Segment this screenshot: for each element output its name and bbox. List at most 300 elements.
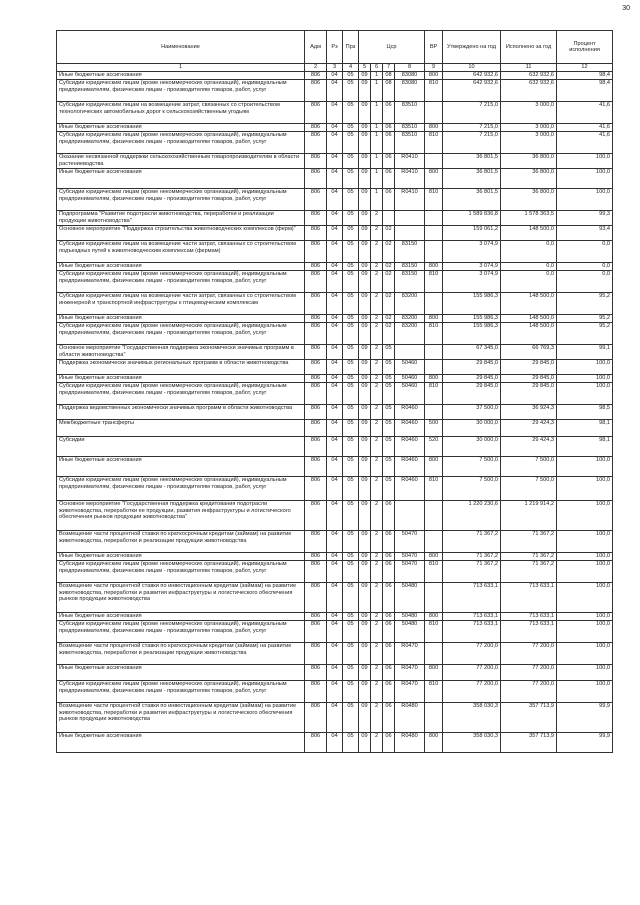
row-vr — [425, 583, 443, 613]
table-row — [57, 613, 613, 621]
row-csr-3: 05 — [383, 360, 395, 375]
row-prz: 05 — [343, 621, 359, 643]
row-executed: 148 500,0 — [501, 226, 557, 241]
row-executed: 77 200,0 — [501, 681, 557, 703]
row-executed: 713 633,1 — [501, 583, 557, 613]
row-vr: 500 — [425, 420, 443, 437]
row-vr — [425, 154, 443, 169]
row-percent: 100,0 — [557, 501, 613, 531]
row-prz: 05 — [343, 241, 359, 263]
row-prz: 05 — [343, 665, 359, 681]
row-csr-1: 09 — [359, 405, 371, 420]
row-name: Субсидии юридическим лицам на возмещение части затрат, связанных со строительством подъездных путей к животноводческим комплексам (фермам) — [57, 241, 305, 263]
row-adm: 806 — [305, 733, 327, 753]
row-csr-3: 08 — [383, 72, 395, 80]
row-approved: 7 500,0 — [443, 477, 501, 501]
row-csr-1: 09 — [359, 383, 371, 405]
row-csr-3: 06 — [383, 665, 395, 681]
row-adm: 806 — [305, 643, 327, 665]
row-prz: 05 — [343, 132, 359, 154]
row-approved: 7 500,0 — [443, 457, 501, 477]
row-approved: 7 215,0 — [443, 102, 501, 124]
row-csr-4: R0470 — [395, 643, 425, 665]
row-executed: 3 000,0 — [501, 132, 557, 154]
row-adm: 806 — [305, 477, 327, 501]
row-rz: 04 — [327, 437, 343, 457]
row-csr-4: 83150 — [395, 263, 425, 271]
row-executed: 632 932,6 — [501, 72, 557, 80]
row-name: Возмещение части процентной ставки по инвестиционным кредитам (займам) на развитие животноводства, переработки и развития инфраструктуры и логистического обеспечения рынков продукции животноводства — [57, 583, 305, 613]
row-csr-1: 09 — [359, 124, 371, 132]
row-csr-1: 09 — [359, 345, 371, 360]
row-prz: 05 — [343, 437, 359, 457]
row-csr-3: 06 — [383, 531, 395, 553]
row-csr-4: 83080 — [395, 72, 425, 80]
row-csr-3: 05 — [383, 375, 395, 383]
row-csr-3: 06 — [383, 501, 395, 531]
table-row — [57, 457, 613, 477]
header-prz: Прз — [343, 31, 359, 64]
col-num: 4 — [343, 64, 359, 72]
row-vr — [425, 345, 443, 360]
row-name: Возмещение части процентной ставки по краткосрочным кредитам (займам) на развитие животноводства, переработки и реализации продукции животноводства — [57, 531, 305, 553]
row-name: Иные бюджетные ассигнования — [57, 315, 305, 323]
row-approved: 77 200,0 — [443, 643, 501, 665]
row-csr-2: 2 — [371, 263, 383, 271]
row-csr-4: 83080 — [395, 80, 425, 102]
row-csr-2: 2 — [371, 345, 383, 360]
row-csr-4: 83510 — [395, 132, 425, 154]
row-csr-1: 09 — [359, 733, 371, 753]
col-num: 2 — [305, 64, 327, 72]
row-prz: 05 — [343, 263, 359, 271]
row-percent: 99,9 — [557, 733, 613, 753]
row-csr-2: 2 — [371, 315, 383, 323]
row-vr — [425, 226, 443, 241]
row-vr — [425, 643, 443, 665]
row-executed: 1 578 363,5 — [501, 211, 557, 226]
row-prz: 05 — [343, 189, 359, 211]
row-name: Субсидии юридическим лицам (кроме некоммерческих организаций), индивидуальным предпринимателям, физическим лицам - производителям товаров, работ, услуг — [57, 383, 305, 405]
row-csr-3: 06 — [383, 583, 395, 613]
row-csr-4: 83200 — [395, 323, 425, 345]
row-name: Субсидии юридическим лицам (кроме некоммерческих организаций), индивидуальным предпринимателям, физическим лицам - производителям товаров, работ, услуг — [57, 477, 305, 501]
row-prz: 05 — [343, 315, 359, 323]
row-vr: 800 — [425, 665, 443, 681]
row-percent: 100,0 — [557, 681, 613, 703]
row-csr-3: 05 — [383, 477, 395, 501]
row-name: Поддержка экономически значимых региональных программ в области животноводства — [57, 360, 305, 375]
row-csr-2: 2 — [371, 703, 383, 733]
row-csr-2: 2 — [371, 621, 383, 643]
row-csr-1: 09 — [359, 681, 371, 703]
row-csr-4: R0460 — [395, 420, 425, 437]
row-approved: 7 215,0 — [443, 124, 501, 132]
row-prz: 05 — [343, 501, 359, 531]
row-csr-3: 05 — [383, 457, 395, 477]
row-csr-3: 06 — [383, 189, 395, 211]
table-row — [57, 360, 613, 375]
row-executed: 0,0 — [501, 263, 557, 271]
row-name: Субсидии юридическим лицам (кроме некоммерческих организаций), индивидуальным предпринимателям, физическим лицам - производителям товаров, работ, услуг — [57, 681, 305, 703]
row-rz: 04 — [327, 383, 343, 405]
row-approved: 36 801,5 — [443, 189, 501, 211]
row-vr: 800 — [425, 315, 443, 323]
row-csr-2: 2 — [371, 477, 383, 501]
row-csr-4: R0470 — [395, 681, 425, 703]
row-percent: 98,4 — [557, 80, 613, 102]
row-prz: 05 — [343, 643, 359, 665]
row-rz: 04 — [327, 271, 343, 293]
row-csr-2: 2 — [371, 665, 383, 681]
col-num: 10 — [443, 64, 501, 72]
row-csr-4: 50460 — [395, 360, 425, 375]
header-row — [57, 31, 613, 64]
row-percent: 100,0 — [557, 189, 613, 211]
row-prz: 05 — [343, 124, 359, 132]
row-name: Иные бюджетные ассигнования — [57, 665, 305, 681]
row-rz: 04 — [327, 241, 343, 263]
row-vr: 810 — [425, 561, 443, 583]
row-csr-1: 09 — [359, 457, 371, 477]
row-csr-4: 50470 — [395, 561, 425, 583]
row-name: Иные бюджетные ассигнования — [57, 375, 305, 383]
row-adm: 806 — [305, 703, 327, 733]
row-csr-2: 2 — [371, 553, 383, 561]
row-csr-3: 02 — [383, 271, 395, 293]
row-csr-2: 2 — [371, 211, 383, 226]
table-row — [57, 703, 613, 733]
row-executed: 29 845,0 — [501, 383, 557, 405]
row-percent: 100,0 — [557, 561, 613, 583]
row-prz: 05 — [343, 531, 359, 553]
row-vr: 800 — [425, 169, 443, 189]
row-prz: 05 — [343, 271, 359, 293]
row-adm: 806 — [305, 169, 327, 189]
row-approved: 3 074,9 — [443, 271, 501, 293]
row-csr-1: 09 — [359, 154, 371, 169]
row-rz: 04 — [327, 643, 343, 665]
row-executed: 66 769,3 — [501, 345, 557, 360]
row-prz: 05 — [343, 733, 359, 753]
row-csr-1: 09 — [359, 323, 371, 345]
row-rz: 04 — [327, 132, 343, 154]
row-name: Основное мероприятие "Поддержка строительства животноводческих комплексов (ферм)" — [57, 226, 305, 241]
col-num: 7 — [383, 64, 395, 72]
row-prz: 05 — [343, 226, 359, 241]
row-csr-2: 1 — [371, 124, 383, 132]
row-csr-1: 09 — [359, 643, 371, 665]
table-row — [57, 531, 613, 553]
row-csr-4: 50470 — [395, 553, 425, 561]
table-row — [57, 561, 613, 583]
row-name: Субсидии юридическим лицам (кроме некоммерческих организаций), индивидуальным предпринимателям, физическим лицам - производителям товаров, работ, услуг — [57, 621, 305, 643]
row-csr-1: 09 — [359, 226, 371, 241]
row-csr-2: 2 — [371, 405, 383, 420]
row-csr-2: 2 — [371, 360, 383, 375]
row-csr-1: 09 — [359, 132, 371, 154]
row-csr-3: 06 — [383, 169, 395, 189]
row-prz: 05 — [343, 553, 359, 561]
row-csr-2: 2 — [371, 681, 383, 703]
row-percent: 0,0 — [557, 263, 613, 271]
row-percent: 100,0 — [557, 613, 613, 621]
row-prz: 05 — [343, 102, 359, 124]
row-executed: 29 845,0 — [501, 375, 557, 383]
table-row — [57, 501, 613, 531]
row-percent: 41,6 — [557, 102, 613, 124]
row-executed: 357 713,9 — [501, 733, 557, 753]
table-row — [57, 553, 613, 561]
row-rz: 04 — [327, 621, 343, 643]
row-csr-1: 09 — [359, 420, 371, 437]
row-csr-4: 83510 — [395, 102, 425, 124]
row-name: Межбюджетные трансферты — [57, 420, 305, 437]
row-csr-2: 2 — [371, 271, 383, 293]
row-csr-3 — [383, 211, 395, 226]
header-csr: Цср — [359, 31, 425, 64]
row-csr-1: 09 — [359, 102, 371, 124]
row-csr-3: 06 — [383, 154, 395, 169]
row-name: Поддержка ведомственных экономически значимых программ в области животноводства — [57, 405, 305, 420]
row-approved: 71 367,2 — [443, 553, 501, 561]
row-csr-1: 09 — [359, 583, 371, 613]
row-approved: 36 801,5 — [443, 154, 501, 169]
row-adm: 806 — [305, 132, 327, 154]
row-csr-2: 2 — [371, 457, 383, 477]
row-csr-4 — [395, 501, 425, 531]
row-csr-2: 2 — [371, 531, 383, 553]
row-executed: 36 924,3 — [501, 405, 557, 420]
row-percent: 99,1 — [557, 345, 613, 360]
table-row — [57, 375, 613, 383]
row-adm: 806 — [305, 405, 327, 420]
row-csr-2: 2 — [371, 226, 383, 241]
row-approved: 7 215,0 — [443, 132, 501, 154]
row-name: Субсидии юридическим лицам (кроме некоммерческих организаций), индивидуальным предпринимателям, физическим лицам - производителям товаров, работ, услуг — [57, 271, 305, 293]
row-csr-4: R0410 — [395, 169, 425, 189]
table-row — [57, 477, 613, 501]
row-executed: 148 500,0 — [501, 323, 557, 345]
row-percent: 98,4 — [557, 72, 613, 80]
row-csr-1: 09 — [359, 501, 371, 531]
row-prz: 05 — [343, 80, 359, 102]
row-vr: 810 — [425, 681, 443, 703]
row-vr: 520 — [425, 437, 443, 457]
table-row — [57, 169, 613, 189]
row-adm: 806 — [305, 271, 327, 293]
row-adm: 806 — [305, 375, 327, 383]
row-executed: 3 000,0 — [501, 102, 557, 124]
row-adm: 806 — [305, 583, 327, 613]
row-vr: 800 — [425, 733, 443, 753]
row-csr-1: 09 — [359, 211, 371, 226]
row-approved: 36 801,5 — [443, 169, 501, 189]
row-rz: 04 — [327, 375, 343, 383]
row-rz: 04 — [327, 124, 343, 132]
row-approved: 29 845,0 — [443, 375, 501, 383]
row-csr-2: 2 — [371, 613, 383, 621]
row-approved: 29 845,0 — [443, 383, 501, 405]
header-executed: Исполнено за год — [501, 31, 557, 64]
row-percent: 98,1 — [557, 437, 613, 457]
row-csr-1: 09 — [359, 703, 371, 733]
row-csr-3: 02 — [383, 323, 395, 345]
row-prz: 05 — [343, 154, 359, 169]
row-adm: 806 — [305, 241, 327, 263]
row-name: Иные бюджетные ассигнования — [57, 72, 305, 80]
row-csr-3: 05 — [383, 405, 395, 420]
header-approved: Утверждено на год — [443, 31, 501, 64]
row-prz: 05 — [343, 561, 359, 583]
table-row — [57, 583, 613, 613]
row-name: Субсидии юридическим лицам (кроме некоммерческих организаций), индивидуальным предпринимателям, физическим лицам - производителям товаров, работ, услуг — [57, 80, 305, 102]
row-adm: 806 — [305, 457, 327, 477]
row-prz: 05 — [343, 405, 359, 420]
row-executed: 357 713,9 — [501, 703, 557, 733]
row-csr-3: 02 — [383, 263, 395, 271]
row-adm: 806 — [305, 226, 327, 241]
row-adm: 806 — [305, 263, 327, 271]
row-csr-2: 1 — [371, 80, 383, 102]
table-row — [57, 154, 613, 169]
table-row — [57, 665, 613, 681]
row-rz: 04 — [327, 405, 343, 420]
row-executed: 713 633,1 — [501, 621, 557, 643]
row-csr-3: 06 — [383, 703, 395, 733]
row-executed: 632 932,6 — [501, 80, 557, 102]
row-percent: 100,0 — [557, 360, 613, 375]
row-csr-2: 2 — [371, 241, 383, 263]
table-row — [57, 733, 613, 753]
table-row — [57, 102, 613, 124]
row-csr-2: 2 — [371, 323, 383, 345]
row-csr-1: 09 — [359, 80, 371, 102]
row-csr-3: 05 — [383, 420, 395, 437]
row-name: Возмещение части процентной ставки по инвестиционным кредитам (займам) на развитие животноводства, переработки и развития инфраструктуры и логистического обеспечения рынков продукции животноводства — [57, 703, 305, 733]
row-vr: 810 — [425, 80, 443, 102]
row-percent: 100,0 — [557, 665, 613, 681]
row-vr: 810 — [425, 477, 443, 501]
row-prz: 05 — [343, 383, 359, 405]
row-approved: 67 345,0 — [443, 345, 501, 360]
row-rz: 04 — [327, 477, 343, 501]
row-csr-3: 06 — [383, 553, 395, 561]
row-csr-4: 50480 — [395, 583, 425, 613]
row-csr-3: 02 — [383, 226, 395, 241]
row-percent: 98,5 — [557, 405, 613, 420]
table-row — [57, 124, 613, 132]
row-approved: 713 633,1 — [443, 613, 501, 621]
row-executed: 29 424,3 — [501, 420, 557, 437]
row-rz: 04 — [327, 457, 343, 477]
row-approved: 1 220 230,6 — [443, 501, 501, 531]
row-rz: 04 — [327, 189, 343, 211]
row-adm: 806 — [305, 665, 327, 681]
row-vr: 810 — [425, 132, 443, 154]
row-name: Субсидии юридическим лицам (кроме некоммерческих организаций), индивидуальным предпринимателям, физическим лицам - производителям товаров, работ, услуг — [57, 323, 305, 345]
row-csr-3: 06 — [383, 643, 395, 665]
row-rz: 04 — [327, 583, 343, 613]
row-name: Основное мероприятие "Государственная поддержка кредитования подотрасли животноводства, переработки ее продукции, развития инфраструктуры и логистического обеспечения рынков продукции животноводства" — [57, 501, 305, 531]
row-csr-2: 2 — [371, 293, 383, 315]
row-csr-3: 06 — [383, 102, 395, 124]
row-prz: 05 — [343, 323, 359, 345]
row-name: Иные бюджетные ассигнования — [57, 169, 305, 189]
row-csr-1: 09 — [359, 72, 371, 80]
row-approved: 30 000,0 — [443, 437, 501, 457]
row-adm: 806 — [305, 345, 327, 360]
row-name: Субсидии — [57, 437, 305, 457]
row-rz: 04 — [327, 501, 343, 531]
row-vr — [425, 703, 443, 733]
row-adm: 806 — [305, 154, 327, 169]
row-csr-4 — [395, 211, 425, 226]
row-csr-4: 50480 — [395, 621, 425, 643]
row-name: Иные бюджетные ассигнования — [57, 457, 305, 477]
row-rz: 04 — [327, 72, 343, 80]
row-csr-3: 06 — [383, 124, 395, 132]
table-row — [57, 72, 613, 80]
header-vr: ВР — [425, 31, 443, 64]
row-executed: 36 800,0 — [501, 189, 557, 211]
col-num: 5 — [359, 64, 371, 72]
row-percent: 41,6 — [557, 132, 613, 154]
table-row — [57, 80, 613, 102]
row-executed: 3 000,0 — [501, 124, 557, 132]
row-csr-1: 09 — [359, 437, 371, 457]
table-row — [57, 315, 613, 323]
row-vr: 810 — [425, 383, 443, 405]
row-approved: 358 030,3 — [443, 703, 501, 733]
row-csr-4: 83150 — [395, 271, 425, 293]
row-vr: 800 — [425, 263, 443, 271]
row-csr-2: 2 — [371, 733, 383, 753]
row-prz: 05 — [343, 293, 359, 315]
row-executed: 148 500,0 — [501, 315, 557, 323]
row-csr-1: 09 — [359, 561, 371, 583]
row-csr-2: 2 — [371, 501, 383, 531]
row-vr — [425, 241, 443, 263]
table-row — [57, 271, 613, 293]
row-vr: 810 — [425, 621, 443, 643]
row-rz: 04 — [327, 733, 343, 753]
row-csr-1: 09 — [359, 665, 371, 681]
row-approved: 71 367,2 — [443, 561, 501, 583]
table-body — [57, 72, 613, 753]
row-rz: 04 — [327, 420, 343, 437]
row-name: Субсидии юридическим лицам (кроме некоммерческих организаций), индивидуальным предпринимателям, физическим лицам - производителям товаров, работ, услуг — [57, 132, 305, 154]
row-csr-1: 09 — [359, 169, 371, 189]
row-percent: 0,0 — [557, 241, 613, 263]
row-vr: 810 — [425, 323, 443, 345]
row-approved: 3 074,9 — [443, 241, 501, 263]
row-csr-1: 09 — [359, 621, 371, 643]
row-adm: 806 — [305, 315, 327, 323]
col-num: 8 — [395, 64, 425, 72]
table-row — [57, 437, 613, 457]
row-name: Субсидии юридическим лицам (кроме некоммерческих организаций), индивидуальным предпринимателям, физическим лицам - производителям товаров, работ, услуг — [57, 561, 305, 583]
row-csr-3: 05 — [383, 345, 395, 360]
row-adm: 806 — [305, 293, 327, 315]
row-vr: 800 — [425, 553, 443, 561]
row-csr-3: 02 — [383, 241, 395, 263]
row-percent: 100,0 — [557, 531, 613, 553]
table-row — [57, 345, 613, 360]
row-executed: 36 800,0 — [501, 169, 557, 189]
col-num: 3 — [327, 64, 343, 72]
col-num: 9 — [425, 64, 443, 72]
